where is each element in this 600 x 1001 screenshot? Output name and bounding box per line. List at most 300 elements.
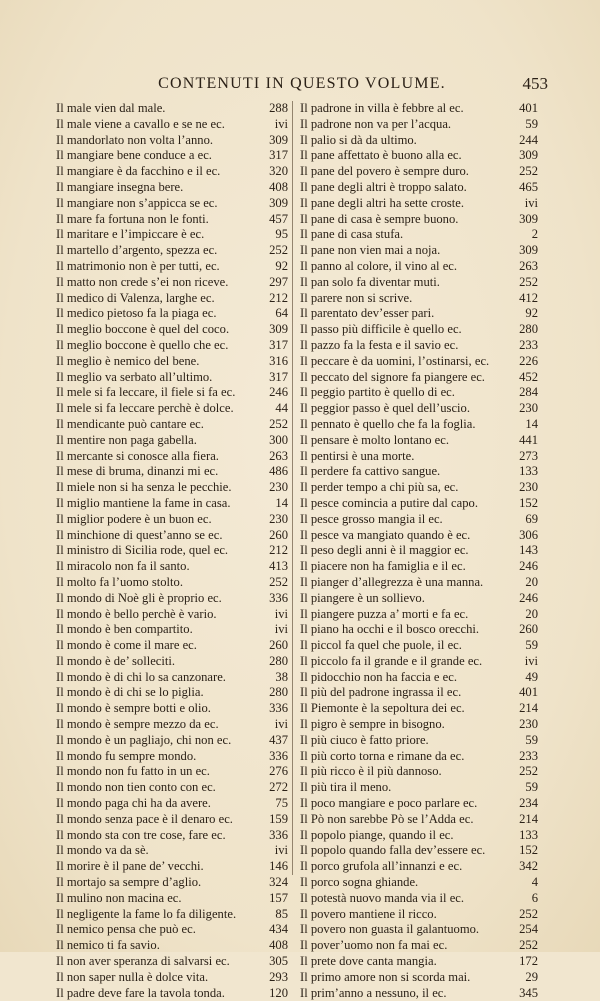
entry-text: Il mangiare insegna bere. [56, 179, 184, 194]
entry-text: Il più del padrone ingrassa il ec. [300, 685, 462, 700]
index-entry [300, 559, 538, 575]
entry-text: Il pesce va mangiato quando è ec. [300, 527, 471, 542]
entry-page-ref: 14 [525, 416, 538, 431]
entry-text: Il più corto torna e rimane da ec. [300, 748, 465, 763]
entry-text: Il pidocchio non ha faccia e ec. [300, 669, 457, 684]
index-entry [56, 275, 288, 291]
entry-page-ref: 309 [269, 322, 288, 337]
entry-text: Il meglio va serbato all’ultimo. [56, 369, 213, 384]
index-entry [300, 243, 538, 259]
entry-page-ref: 437 [269, 732, 288, 747]
entry-page-ref: 486 [269, 464, 288, 479]
entry-page-ref: 29 [525, 969, 538, 984]
index-entry [300, 607, 538, 623]
entry-text: Il Piemonte è la sepoltura dei ec. [300, 701, 465, 716]
index-entry [56, 322, 288, 338]
running-title: CONTENUTI IN QUESTO VOLUME. [158, 75, 446, 92]
index-entry [300, 512, 538, 528]
index-entry [300, 575, 538, 591]
entry-text: Il pazzo fa la festa e il savio ec. [300, 337, 459, 352]
entry-text: Il nemico ti fa savio. [56, 938, 160, 953]
entry-text: Il pane di casa è sempre buono. [300, 211, 459, 226]
entry-text: Il parere non si scrive. [300, 290, 413, 305]
entry-text: Il mentire non paga gabella. [56, 432, 197, 447]
entry-text: Il meglio boccone è quel del coco. [56, 322, 230, 337]
index-entry [300, 954, 538, 970]
entry-page-ref: 252 [519, 164, 538, 179]
page-header [56, 73, 548, 95]
entry-page-ref: 252 [269, 574, 288, 589]
entry-text: Il mulino non macina ec. [56, 890, 182, 905]
index-entry [56, 433, 288, 449]
index-entry [56, 164, 288, 180]
index-entry [56, 812, 288, 828]
index-entry [56, 180, 288, 196]
index-entry [300, 385, 538, 401]
entry-page-ref: 293 [269, 969, 288, 984]
entry-text: Il piacere non ha famiglia e il ec. [300, 559, 466, 574]
index-entry [300, 401, 538, 417]
entry-page-ref: 452 [519, 369, 538, 384]
entry-page-ref: 457 [269, 211, 288, 226]
entry-page-ref: 120 [269, 985, 288, 1000]
entry-text: Il prim’anno a nessuno, il ec. [300, 985, 447, 1000]
entry-text: Il matto non crede s’ei non riceve. [56, 274, 229, 289]
index-entry [56, 291, 288, 307]
index-entry [56, 986, 288, 1001]
entry-text: Il prete dove canta mangia. [300, 954, 437, 969]
index-entry [300, 670, 538, 686]
entry-text: Il negligente la fame lo fa diligente. [56, 906, 237, 921]
index-entry [300, 259, 538, 275]
entry-text: Il mondo è sempre mezzo da ec. [56, 717, 219, 732]
entry-text: Il padrone non va per l’acqua. [300, 116, 452, 131]
entry-page-ref: 280 [519, 322, 538, 337]
entry-page-ref: 284 [519, 385, 538, 400]
entry-text: Il pan solo fa diventar muti. [300, 274, 440, 289]
entry-page-ref: 336 [269, 748, 288, 763]
entry-page-ref: 234 [519, 796, 538, 811]
entry-text: Il medico di Valenza, larghe ec. [56, 290, 215, 305]
entry-text: Il mangiare è da facchino e il ec. [56, 164, 221, 179]
entry-text: Il pane del povero è sempre duro. [300, 164, 469, 179]
entry-page-ref: 233 [519, 337, 538, 352]
entry-text: Il pesce grosso mangia il ec. [300, 511, 443, 526]
entry-text: Il molto fa l’uomo stolto. [56, 574, 183, 589]
entry-text: Il mondo fu sempre mondo. [56, 748, 197, 763]
entry-text: Il mondo è di chi se lo piglia. [56, 685, 204, 700]
index-entry [56, 464, 288, 480]
entry-page-ref: 288 [269, 101, 288, 115]
index-entry [56, 954, 288, 970]
entry-page-ref: 280 [269, 685, 288, 700]
entry-text: Il miracolo non fa il santo. [56, 559, 190, 574]
entry-page-ref: 336 [269, 701, 288, 716]
entry-page-ref: 230 [519, 480, 538, 495]
index-entry [56, 401, 288, 417]
entry-page-ref: 441 [519, 432, 538, 447]
entry-text: Il popolo piange, quando il ec. [300, 827, 454, 842]
entry-page-ref: 6 [531, 890, 538, 905]
entry-page-ref: 59 [525, 116, 538, 131]
index-entry [300, 970, 538, 986]
entry-page-ref: 69 [525, 511, 538, 526]
entry-page-ref: 2 [531, 227, 538, 242]
entry-page-ref: 272 [269, 780, 288, 795]
entry-text: Il minchione di quest’anno se ec. [56, 527, 223, 542]
entry-text: Il pesce comincia a putire dal capo. [300, 495, 478, 510]
index-entry [300, 907, 538, 923]
index-entry [300, 717, 538, 733]
entry-page-ref: 401 [519, 101, 538, 115]
entry-text: Il mondo è ben compartito. [56, 622, 193, 637]
entry-text: Il pensare è molto lontano ec. [300, 432, 449, 447]
entry-page-ref: 273 [519, 448, 538, 463]
entry-text: Il mondo paga chi ha da avere. [56, 796, 211, 811]
entry-text: Il mondo non tien conto con ec. [56, 780, 216, 795]
entry-text: Il medico pietoso fa la piaga ec. [56, 306, 217, 321]
index-entry [56, 370, 288, 386]
index-entry [56, 512, 288, 528]
index-entry [300, 133, 538, 149]
entry-text: Il mendicante può cantare ec. [56, 416, 204, 431]
entry-text: Il piccolo fa il grande e il grande ec. [300, 653, 483, 668]
entry-text: Il mondo è sempre botti e olio. [56, 701, 211, 716]
entry-page-ref: 336 [269, 590, 288, 605]
entry-page-ref: 92 [275, 258, 288, 273]
entry-page-ref: 305 [269, 954, 288, 969]
entry-page-ref: 317 [269, 148, 288, 163]
entry-page-ref: ivi [274, 622, 288, 637]
entry-page-ref: 246 [519, 590, 538, 605]
entry-text: Il porco sogna ghiande. [300, 875, 419, 890]
left-column [56, 101, 288, 1001]
entry-page-ref: 38 [275, 669, 288, 684]
index-entry [56, 796, 288, 812]
entry-page-ref: 260 [269, 638, 288, 653]
entry-page-ref: 316 [269, 353, 288, 368]
entry-text: Il matrimonio non è per tutti, ec. [56, 258, 220, 273]
index-entry [300, 433, 538, 449]
index-entry [56, 480, 288, 496]
entry-page-ref: 233 [519, 748, 538, 763]
index-entry [56, 970, 288, 986]
index-entry [300, 180, 538, 196]
index-entry [300, 812, 538, 828]
entry-text: Il mondo sta con tre cose, fare ec. [56, 827, 226, 842]
index-entry [300, 843, 538, 859]
index-entry [300, 654, 538, 670]
index-entry [56, 259, 288, 275]
entry-text: Il miele non si ha senza le pecchie. [56, 480, 232, 495]
index-entry [300, 148, 538, 164]
entry-page-ref: ivi [524, 653, 538, 668]
entry-text: Il mondo non fu fatto in un ec. [56, 764, 210, 779]
entry-text: Il passo più difficile è quello ec. [300, 322, 462, 337]
page-number: 453 [522, 74, 548, 93]
entry-text: Il miglior podere è un buon ec. [56, 511, 212, 526]
entry-page-ref: 309 [519, 211, 538, 226]
index-entry [300, 275, 538, 291]
index-entry [56, 354, 288, 370]
entry-page-ref: 59 [525, 780, 538, 795]
index-entry [56, 385, 288, 401]
entry-page-ref: 309 [519, 243, 538, 258]
entry-page-ref: 92 [525, 306, 538, 321]
index-entry [56, 496, 288, 512]
entry-text: Il peccare è da uomini, l’ostinarsi, ec. [300, 353, 490, 368]
entry-page-ref: ivi [524, 195, 538, 210]
index-entry [300, 922, 538, 938]
entry-text: Il mondo è di chi lo sa canzonare. [56, 669, 226, 684]
index-entry [56, 338, 288, 354]
entry-page-ref: 336 [269, 827, 288, 842]
index-entry [56, 528, 288, 544]
entry-page-ref: 143 [519, 543, 538, 558]
entry-page-ref: 4 [531, 875, 538, 890]
entry-text: Il più ricco è il più dannoso. [300, 764, 442, 779]
entry-page-ref: 309 [519, 148, 538, 163]
entry-page-ref: 408 [269, 938, 288, 953]
entry-page-ref: 401 [519, 685, 538, 700]
index-entry [300, 227, 538, 243]
index-entry [56, 859, 288, 875]
index-entry [300, 638, 538, 654]
index-entry [56, 212, 288, 228]
entry-page-ref: 214 [519, 811, 538, 826]
entry-page-ref: 172 [519, 954, 538, 969]
entry-text: Il popolo quando falla dev’essere ec. [300, 843, 486, 858]
index-entry [56, 449, 288, 465]
index-entry [300, 591, 538, 607]
entry-text: Il meglio è nemico del bene. [56, 353, 200, 368]
entry-page-ref: 75 [275, 796, 288, 811]
entry-page-ref: 280 [269, 653, 288, 668]
index-entry [300, 196, 538, 212]
entry-page-ref: 309 [269, 132, 288, 147]
entry-text: Il mangiare non s’appicca se ec. [56, 195, 218, 210]
index-entry [300, 891, 538, 907]
entry-page-ref: 59 [525, 732, 538, 747]
entry-page-ref: 226 [519, 353, 538, 368]
entry-page-ref: 133 [519, 464, 538, 479]
entry-text: Il porco grufola all’innanzi e ec. [300, 859, 463, 874]
index-entry [300, 496, 538, 512]
index-entry [300, 354, 538, 370]
entry-text: Il piangere è un sollievo. [300, 590, 425, 605]
entry-page-ref: 252 [269, 243, 288, 258]
index-entry [56, 701, 288, 717]
entry-page-ref: 20 [525, 574, 538, 589]
entry-text: Il primo amore non si scorda mai. [300, 969, 471, 984]
entry-page-ref: 252 [269, 416, 288, 431]
entry-page-ref: 408 [269, 179, 288, 194]
entry-page-ref: 260 [269, 527, 288, 542]
entry-page-ref: 49 [525, 669, 538, 684]
index-entry [300, 449, 538, 465]
index-entry [300, 986, 538, 1001]
entry-text: Il poco mangiare e poco parlare ec. [300, 796, 478, 811]
entry-page-ref: 297 [269, 274, 288, 289]
entry-page-ref: 95 [275, 227, 288, 242]
entry-page-ref: 254 [519, 922, 538, 937]
index-entry [300, 417, 538, 433]
entry-text: Il pianger d’allegrezza è una manna. [300, 574, 484, 589]
entry-text: Il più ciuco è fatto priore. [300, 732, 429, 747]
entry-page-ref: 230 [519, 717, 538, 732]
index-entry [300, 306, 538, 322]
index-entry [300, 212, 538, 228]
index-entry [300, 117, 538, 133]
entry-text: Il mondo è bello perchè è vario. [56, 606, 217, 621]
index-entry [56, 764, 288, 780]
entry-text: Il pane degli altri è troppo salato. [300, 179, 467, 194]
entry-text: Il Pò non sarebbe Pò se l’Adda ec. [300, 811, 474, 826]
index-entry [300, 796, 538, 812]
entry-page-ref: 14 [275, 495, 288, 510]
index-entry [300, 164, 538, 180]
entry-text: Il mortajo sa sempre d’aglio. [56, 875, 202, 890]
entry-text: Il nemico pensa che può ec. [56, 922, 196, 937]
index-entry [300, 528, 538, 544]
index-entry [56, 922, 288, 938]
entry-page-ref: 345 [519, 985, 538, 1000]
entry-text: Il male vien dal male. [56, 101, 166, 115]
index-entry [56, 907, 288, 923]
entry-text: Il padrone in villa è febbre al ec. [300, 101, 464, 115]
entry-text: Il ministro di Sicilia rode, quel ec. [56, 543, 229, 558]
entry-text: Il mondo è de’ solleciti. [56, 653, 176, 668]
index-entry [56, 607, 288, 623]
entry-text: Il povero non guasta il galantuomo. [300, 922, 480, 937]
index-columns [56, 101, 550, 1000]
entry-text: Il mandorlato non volta l’anno. [56, 132, 214, 147]
entry-text: Il palio si dà da ultimo. [300, 132, 417, 147]
entry-text: Il mondo va da sè. [56, 843, 149, 858]
entry-page-ref: 317 [269, 369, 288, 384]
entry-text: Il pigro è sempre in bisogno. [300, 717, 445, 732]
entry-page-ref: 44 [275, 401, 288, 416]
entry-page-ref: 276 [269, 764, 288, 779]
entry-page-ref: 324 [269, 875, 288, 890]
index-entry [300, 859, 538, 875]
entry-text: Il pane non vien mai a noja. [300, 243, 441, 258]
entry-text: Il mercante si conosce alla fiera. [56, 448, 219, 463]
entry-text: Il mele si fa leccare perchè è dolce. [56, 401, 234, 416]
index-entry [300, 828, 538, 844]
entry-text: Il pane degli altri ha sette croste. [300, 195, 465, 210]
index-entry [300, 701, 538, 717]
index-entry [56, 780, 288, 796]
entry-page-ref: 413 [269, 559, 288, 574]
entry-page-ref: ivi [274, 606, 288, 621]
right-column [300, 101, 538, 1001]
index-entry [56, 101, 288, 117]
entry-text: Il peccato del signore fa piangere ec. [300, 369, 485, 384]
entry-text: Il meglio boccone è quello che ec. [56, 337, 229, 352]
entry-page-ref: 157 [269, 890, 288, 905]
index-entry [300, 764, 538, 780]
index-entry [300, 685, 538, 701]
entry-page-ref: 412 [519, 290, 538, 305]
index-entry [300, 480, 538, 496]
entry-text: Il maritare e l’impiccare è ec. [56, 227, 205, 242]
entry-text: Il mondo di Noè gli è proprio ec. [56, 590, 222, 605]
index-entry [56, 575, 288, 591]
entry-page-ref: 434 [269, 922, 288, 937]
entry-page-ref: 244 [519, 132, 538, 147]
index-entry [56, 670, 288, 686]
entry-page-ref: 252 [519, 764, 538, 779]
entry-page-ref: 260 [519, 622, 538, 637]
entry-page-ref: 159 [269, 811, 288, 826]
index-entry [56, 117, 288, 133]
entry-page-ref: 252 [519, 274, 538, 289]
entry-text: Il piano ha occhi e il bosco orecchi. [300, 622, 480, 637]
entry-page-ref: 85 [275, 906, 288, 921]
entry-page-ref: ivi [274, 116, 288, 131]
entry-page-ref: 300 [269, 432, 288, 447]
index-entry [300, 322, 538, 338]
index-entry [56, 148, 288, 164]
column-divider [292, 101, 293, 875]
entry-page-ref: 317 [269, 337, 288, 352]
entry-text: Il pane di casa stufa. [300, 227, 404, 242]
entry-page-ref: 252 [519, 906, 538, 921]
entry-text: Il mese di bruma, dinanzi mi ec. [56, 464, 219, 479]
entry-text: Il piccol fa quel che puole, il ec. [300, 638, 462, 653]
entry-page-ref: 20 [525, 606, 538, 621]
entry-page-ref: 309 [269, 195, 288, 210]
index-entry [56, 559, 288, 575]
entry-page-ref: 133 [519, 827, 538, 842]
index-entry [300, 749, 538, 765]
entry-text: Il non saper nulla è dolce vita. [56, 969, 209, 984]
index-entry [56, 133, 288, 149]
entry-text: Il perdere fa cattivo sangue. [300, 464, 441, 479]
entry-page-ref: 152 [519, 495, 538, 510]
entry-page-ref: 342 [519, 859, 538, 874]
index-entry [56, 828, 288, 844]
entry-page-ref: 152 [519, 843, 538, 858]
entry-page-ref: 59 [525, 638, 538, 653]
index-entry [300, 780, 538, 796]
index-entry [56, 591, 288, 607]
entry-page-ref: 306 [519, 527, 538, 542]
index-entry [300, 291, 538, 307]
index-entry [56, 543, 288, 559]
entry-page-ref: 263 [269, 448, 288, 463]
entry-text: Il pentirsi è una morte. [300, 448, 415, 463]
index-entry [300, 464, 538, 480]
index-entry [56, 227, 288, 243]
entry-page-ref: 465 [519, 179, 538, 194]
entry-text: Il peggior passo è quel dell’uscio. [300, 401, 470, 416]
entry-text: Il miglio mantiene la fame in casa. [56, 495, 231, 510]
entry-text: Il mondo senza pace è il denaro ec. [56, 811, 233, 826]
index-entry [300, 622, 538, 638]
entry-page-ref: 146 [269, 859, 288, 874]
entry-page-ref: 64 [275, 306, 288, 321]
entry-text: Il parentato dev’esser pari. [300, 306, 435, 321]
index-entry [56, 638, 288, 654]
entry-text: Il potestà nuovo manda via il ec. [300, 890, 465, 905]
entry-text: Il padre deve fare la tavola tonda. [56, 985, 225, 1000]
index-entry [56, 891, 288, 907]
entry-text: Il perder tempo a chi più sa, ec. [300, 480, 459, 495]
entry-text: Il pane affettato è buono alla ec. [300, 148, 462, 163]
entry-page-ref: ivi [274, 717, 288, 732]
